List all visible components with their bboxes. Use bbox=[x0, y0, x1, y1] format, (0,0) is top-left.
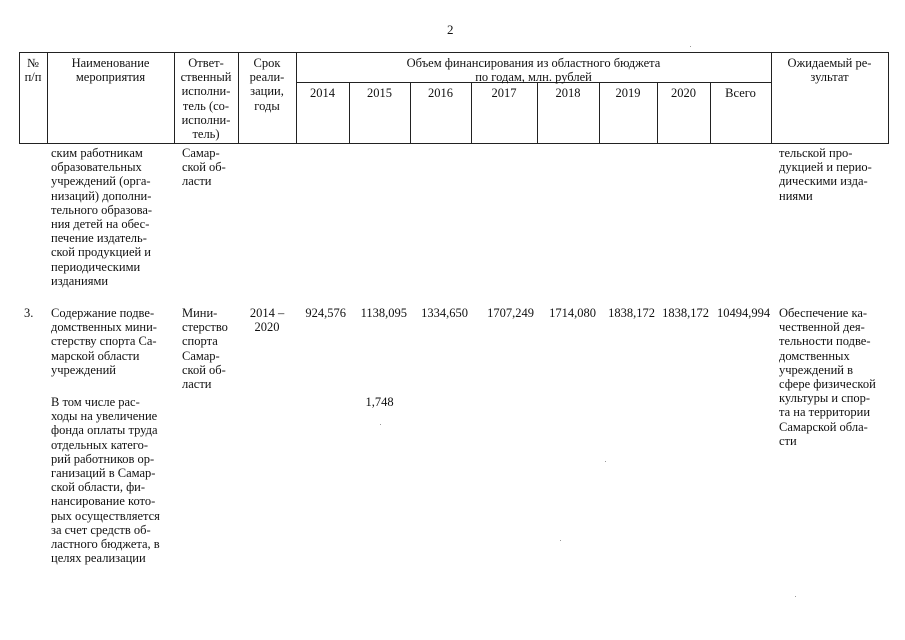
header-col-num: № п/п bbox=[24, 56, 42, 85]
row3-value-total: 10494,994 bbox=[717, 306, 771, 320]
header-bottom-border bbox=[19, 143, 888, 144]
scan-speck bbox=[380, 424, 381, 425]
header-year-2020: 2020 bbox=[671, 86, 696, 100]
row3-name: Содержание подве- домственных мини- стерству спорта Са- марской области учреждений bbox=[51, 306, 157, 377]
scan-speck bbox=[605, 461, 606, 462]
table-top-border bbox=[19, 52, 888, 53]
continued-responsible: Самар- ской об- ласти bbox=[182, 146, 226, 189]
header-col-result: Ожидаемый ре- зультат bbox=[787, 56, 872, 85]
header-year-2019: 2019 bbox=[615, 86, 641, 100]
row3-value-2015: 1138,095 bbox=[360, 306, 407, 320]
row3-result: Обеспечение ка- чественной дея- тельности подве- домственных учреждений в сфере физической культуры и спор- та на территории Самарской обла- сти bbox=[779, 306, 876, 448]
row3-sub-name: В том числе рас- ходы на увеличение фонда оплаты труда отдельных катего- рий работников ор- ганизаций в Самар- ской области, фи- нансирование кото- рых осуществляется за счет средств об- ластного бюджета, в целях реализации bbox=[51, 395, 160, 566]
row3-num: 3. bbox=[24, 306, 34, 320]
header-year-total: Всего bbox=[725, 86, 756, 100]
header-year-2016: 2016 bbox=[428, 86, 453, 100]
continued-name: ским работникам образовательных учреждений (орга- низаций) дополни- тельного образова- ния детей на обес- печение издатель- ской продукцией и периодическими изданиями bbox=[51, 146, 153, 288]
row3-value-2017: 1707,249 bbox=[487, 306, 534, 320]
col-border-right bbox=[888, 52, 889, 144]
header-year-2015: 2015 bbox=[367, 86, 392, 100]
row3-value-2014: 924,576 bbox=[305, 306, 346, 320]
header-col-term: Срок реали- зации, годы bbox=[249, 56, 285, 113]
header-col-responsible: Ответ- ственный исполни- тель (со- исполни- тель) bbox=[180, 56, 232, 142]
header-year-2017: 2017 bbox=[491, 86, 517, 100]
row3-value-2020: 1838,172 bbox=[662, 306, 709, 320]
header-year-2018: 2018 bbox=[555, 86, 581, 100]
header-year-2014: 2014 bbox=[310, 86, 335, 100]
row3-value-2016: 1334,650 bbox=[421, 306, 468, 320]
row3-responsible: Мини- стерство спорта Самар- ской об- ласти bbox=[182, 306, 228, 392]
scan-speck bbox=[690, 46, 691, 47]
row3-sub-value-2015: 1,748 bbox=[365, 395, 394, 409]
page-number: 2 bbox=[447, 22, 454, 37]
row3-value-2018: 1714,080 bbox=[549, 306, 596, 320]
scan-speck bbox=[795, 596, 796, 597]
row3-value-2019: 1838,172 bbox=[608, 306, 655, 320]
row3-term: 2014 – 2020 bbox=[249, 306, 285, 335]
header-col-name: Наименование мероприятия bbox=[71, 56, 150, 85]
scan-speck bbox=[560, 540, 561, 541]
header-col-funding: Объем финансирования из областного бюджета по годам, млн. рублей bbox=[406, 56, 661, 85]
continued-result: тельской про- дукцией и перио- дическими изда- ниями bbox=[779, 146, 872, 203]
